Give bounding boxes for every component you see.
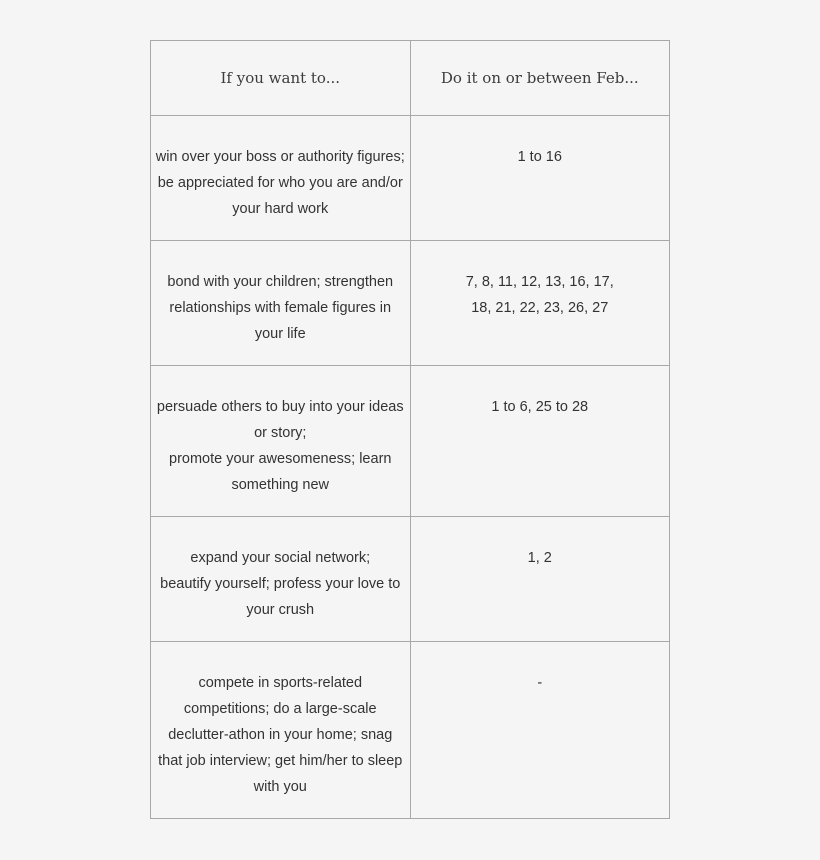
goal-text-line: promote your awesomeness; learn xyxy=(169,451,392,467)
dates-text-line: 1, 2 xyxy=(527,550,552,566)
goal-text-line: or story; xyxy=(254,425,307,441)
dates-text-line: - xyxy=(537,675,543,691)
goal-text-line: relationships with female figures in xyxy=(169,300,392,316)
dates-text-line: 7, 8, 11, 12, 13, 16, 17, xyxy=(465,274,614,290)
goal-text-line: expand your social network; xyxy=(190,550,371,566)
goal-cell xyxy=(151,366,411,517)
header-if-you-want: If you want to... xyxy=(151,41,411,116)
dates-cell xyxy=(410,517,670,642)
table-row xyxy=(151,116,670,241)
table-row xyxy=(151,241,670,366)
dates-cell xyxy=(410,116,670,241)
goal-text-line: be appreciated for who you are and/or xyxy=(157,175,403,191)
goal-text-line: your hard work xyxy=(232,201,329,217)
goal-text-line: with you xyxy=(253,779,307,795)
goal-text-line: beautify yourself; profess your love to xyxy=(160,576,401,592)
goal-text-line: win over your boss or authority figures; xyxy=(155,149,405,165)
goal-text-line: your life xyxy=(254,326,306,342)
goal-cell xyxy=(151,517,411,642)
table-header-row xyxy=(151,41,670,116)
dates-text-line: 1 to 16 xyxy=(517,149,562,165)
dates-cell xyxy=(410,241,670,366)
goal-text-line: compete in sports-related xyxy=(198,675,363,691)
goal-text-line: that job interview; get him/her to sleep xyxy=(158,753,403,769)
header-do-it-on: Do it on or between Feb... xyxy=(410,41,670,116)
goal-cell xyxy=(151,642,411,819)
table-row xyxy=(151,366,670,517)
goal-cell xyxy=(151,241,411,366)
goal-text-line: competitions; do a large-scale xyxy=(183,701,377,717)
dates-cell xyxy=(410,642,670,819)
dates-text-line: 1 to 6, 25 to 28 xyxy=(491,399,589,415)
goal-text-line: bond with your children; strengthen xyxy=(167,274,394,290)
goal-cell xyxy=(151,116,411,241)
goal-text-line: declutter-athon in your home; snag xyxy=(168,727,393,743)
goal-text-line: something new xyxy=(231,477,330,493)
goal-text-line: your crush xyxy=(246,602,315,618)
timing-table xyxy=(150,40,670,819)
goal-text-line: persuade others to buy into your ideas xyxy=(156,399,404,415)
table-row xyxy=(151,517,670,642)
dates-cell xyxy=(410,366,670,517)
dates-text-line: 18, 21, 22, 23, 26, 27 xyxy=(471,300,609,316)
table-row xyxy=(151,642,670,819)
